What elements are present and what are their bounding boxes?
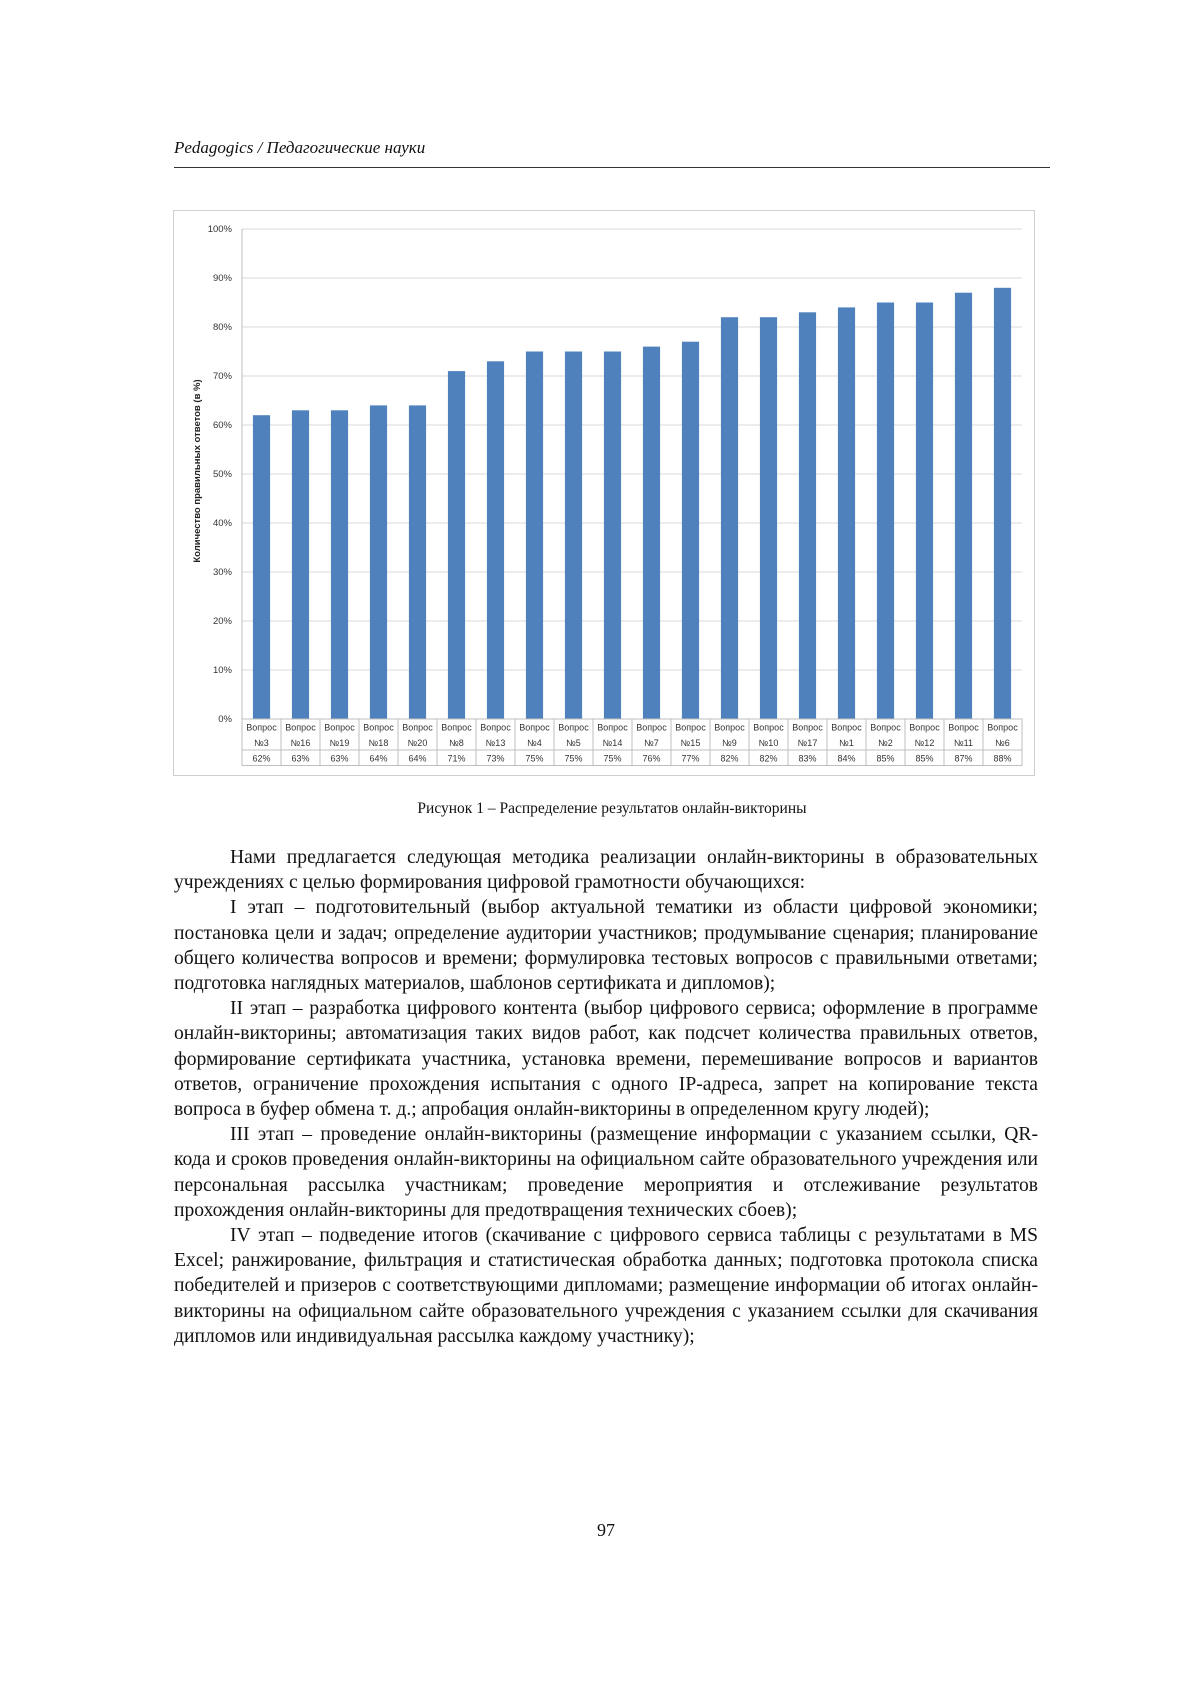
bars xyxy=(253,288,1011,719)
category-label: №13 xyxy=(485,738,506,748)
bar xyxy=(955,293,972,719)
bar xyxy=(916,303,933,720)
paragraph-intro: Нами предлагается следующая методика реализации онлайн-викторины в образовательных учреждениях с целью формирования цифровой грамотности обучающихся: xyxy=(174,847,1038,894)
value-label: 63% xyxy=(330,753,349,764)
value-label: 71% xyxy=(447,753,466,764)
category-label: Вопрос xyxy=(558,722,589,733)
bar xyxy=(760,317,777,719)
y-tick-label: 10% xyxy=(212,665,232,676)
bar-chart xyxy=(174,211,1034,775)
gridlines xyxy=(242,229,1022,719)
bar xyxy=(565,352,582,720)
value-label: 87% xyxy=(954,753,973,764)
category-label: Вопрос xyxy=(519,722,550,733)
value-label: 62% xyxy=(252,753,271,764)
category-label: Вопрос xyxy=(363,722,394,733)
body-text xyxy=(174,845,1038,1349)
category-label: №18 xyxy=(368,738,389,748)
y-tick-label: 80% xyxy=(212,322,232,333)
bar xyxy=(292,410,309,719)
bar xyxy=(682,342,699,719)
y-tick-label: 0% xyxy=(218,714,232,725)
value-label: 75% xyxy=(525,753,544,764)
value-label: 64% xyxy=(408,753,427,764)
y-tick-label: 30% xyxy=(212,567,232,578)
y-tick-label: 20% xyxy=(212,616,232,627)
y-tick-label: 100% xyxy=(207,224,232,235)
value-label: 85% xyxy=(915,753,934,764)
value-label: 75% xyxy=(603,753,622,764)
bar xyxy=(331,410,348,719)
bar xyxy=(643,347,660,719)
figure-chart xyxy=(173,210,1035,776)
value-label: 82% xyxy=(720,753,739,764)
category-label: №4 xyxy=(527,738,542,748)
value-label: 85% xyxy=(876,753,895,764)
bar xyxy=(253,415,270,719)
category-label: №3 xyxy=(254,738,269,748)
category-label: Вопрос xyxy=(714,722,745,733)
category-label: Вопрос xyxy=(987,722,1018,733)
category-label: Вопрос xyxy=(792,722,823,733)
category-label: №9 xyxy=(722,738,737,748)
category-label: №17 xyxy=(797,738,818,748)
category-label: №11 xyxy=(954,738,973,748)
bar xyxy=(409,405,426,719)
value-label: 84% xyxy=(837,753,856,764)
category-label: №10 xyxy=(758,738,779,748)
category-label: №20 xyxy=(407,738,428,748)
category-label: Вопрос xyxy=(324,722,355,733)
bar xyxy=(838,307,855,719)
value-label: 88% xyxy=(993,753,1012,764)
bar xyxy=(799,312,816,719)
category-label: №5 xyxy=(566,738,581,748)
category-label: Вопрос xyxy=(441,722,472,733)
page-number: 97 xyxy=(597,1520,615,1540)
bar xyxy=(994,288,1011,719)
value-label: 82% xyxy=(759,753,778,764)
value-label: 77% xyxy=(681,753,700,764)
category-label: Вопрос xyxy=(831,722,862,733)
header-divider xyxy=(174,167,1050,168)
bar xyxy=(487,361,504,719)
y-axis-label: Количество правильных ответов (в %) xyxy=(192,379,203,563)
category-label: №15 xyxy=(680,738,701,748)
category-label: №1 xyxy=(839,738,854,748)
bar xyxy=(526,352,543,720)
paragraph-stage-2: II этап – разработка цифрового контента (выбор цифрового сервиса; оформление в программе онлайн-викторины; автоматизация таких видов работ, как подсчет количества правильных ответов, формирование сертификата участника, установка времени, перемешивание вопросов и вариантов ответов, ограничение прохождения испытания с одного IP-адреса, запрет на копирование текста вопроса в буфер обмена т. д.; апробация онлайн-викторины в определенном кругу людей); xyxy=(174,998,1038,1121)
y-tick-label: 70% xyxy=(212,371,232,382)
category-label: №16 xyxy=(290,738,311,748)
y-tick-label: 60% xyxy=(212,420,232,431)
category-label: Вопрос xyxy=(636,722,667,733)
bar xyxy=(877,303,894,720)
y-tick-label: 90% xyxy=(212,273,232,284)
category-label: №6 xyxy=(995,738,1010,748)
category-label: Вопрос xyxy=(753,722,784,733)
category-label: Вопрос xyxy=(909,722,940,733)
figure-caption: Рисунок 1 – Распределение результатов онлайн-викторины xyxy=(417,800,807,817)
category-label: Вопрос xyxy=(246,722,277,733)
category-label: Вопрос xyxy=(675,722,706,733)
running-header: Pedagogics / Педагогические науки xyxy=(174,138,426,157)
value-label: 76% xyxy=(642,753,661,764)
paragraph-stage-1: I этап – подготовительный (выбор актуальной тематики из области цифровой экономики; постановка цели и задач; определение аудитории участников; продумывание сценария; планирование общего количества вопросов и времени; формулировка тестовых вопросов с правильными ответами; подготовка наглядных материалов, шаблонов сертификата и дипломов); xyxy=(174,897,1038,995)
value-label: 73% xyxy=(486,753,505,764)
y-tick-label: 40% xyxy=(212,518,232,529)
paragraph-stage-3: III этап – проведение онлайн-викторины (размещение информации с указанием ссылки, QR-кода и сроков проведения онлайн-викторины на официальном сайте образовательного учреждения или персональная рассылка участникам; проведение мероприятия и отслеживание результатов прохождения онлайн-викторины для предотвращения технических сбоев); xyxy=(174,1124,1038,1221)
category-table xyxy=(242,719,1022,766)
y-tick-label: 50% xyxy=(212,469,232,480)
category-label: Вопрос xyxy=(285,722,316,733)
category-label: №7 xyxy=(644,738,659,748)
category-label: №8 xyxy=(449,738,464,748)
bar xyxy=(448,371,465,719)
category-label: №19 xyxy=(329,738,350,748)
category-label: Вопрос xyxy=(597,722,628,733)
category-label: №14 xyxy=(602,738,623,748)
value-label: 63% xyxy=(291,753,310,764)
category-label: №2 xyxy=(878,738,893,748)
y-tick-labels xyxy=(208,224,233,725)
category-label: Вопрос xyxy=(402,722,433,733)
category-label: Вопрос xyxy=(948,722,979,733)
paragraph-stage-4: IV этап – подведение итогов (скачивание с цифрового сервиса таблицы с результатами в MS Excel; ранжирование, фильтрация и статистическая обработка данных; подготовка протокола списка победителей и призеров с соответствующими дипломами; размещение информации об итогах онлайн-викторины на официальном сайте образовательного учреждения с указанием ссылки для скачивания дипломов или индивидуальная рассылка каждому участнику); xyxy=(174,1225,1038,1347)
bar xyxy=(604,352,621,720)
category-label: №12 xyxy=(914,738,935,748)
bar xyxy=(370,405,387,719)
value-label: 64% xyxy=(369,753,388,764)
category-label: Вопрос xyxy=(480,722,511,733)
value-label: 83% xyxy=(798,753,817,764)
bar xyxy=(721,317,738,719)
value-label: 75% xyxy=(564,753,583,764)
category-label: Вопрос xyxy=(870,722,901,733)
